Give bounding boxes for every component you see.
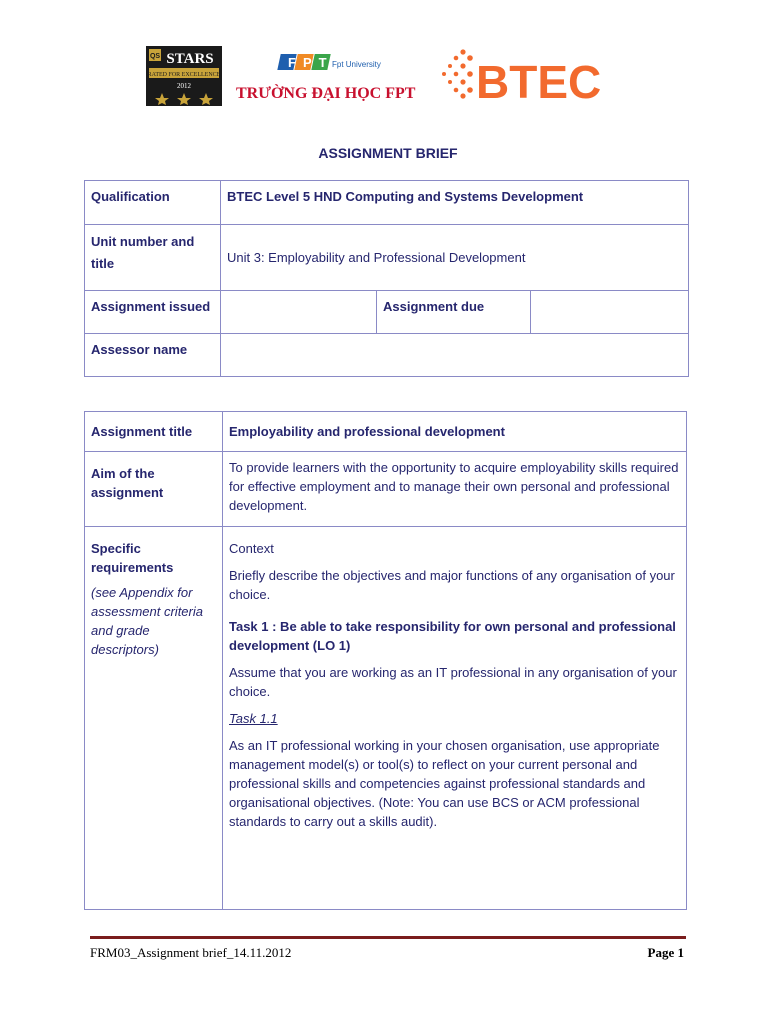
task1-heading: Task 1 : Be able to take responsibility for own personal and professional development (LO 1) bbox=[229, 619, 676, 653]
assignment-title-label: Assignment title bbox=[85, 412, 223, 452]
assessor-label: Assessor name bbox=[85, 334, 221, 377]
due-value[interactable] bbox=[531, 291, 689, 334]
issued-label: Assignment issued bbox=[85, 291, 221, 334]
aim-label: Aim of the assignment bbox=[85, 452, 223, 527]
btec-brand-text: BTEC bbox=[476, 56, 602, 108]
task11-text: As an IT professional working in your chosen organisation, use appropriate management model(s) or tool(s) to reflect on your current personal and professional skills and competencies against professional standards and organisational objectives. (Note: You can use BCS or ACM professional standards to carry out a skills audit). bbox=[229, 738, 660, 829]
footer-page-number: Page 1 bbox=[647, 945, 684, 960]
task11-label: Task 1.1 bbox=[229, 711, 278, 726]
btec-logo bbox=[438, 44, 638, 114]
context-heading: Context bbox=[229, 541, 274, 556]
table-row bbox=[85, 412, 687, 452]
table-row bbox=[85, 452, 687, 527]
unit-value: Unit 3: Employability and Professional Development bbox=[221, 225, 689, 291]
requirements-content bbox=[223, 527, 687, 910]
footer-divider bbox=[90, 936, 686, 939]
assignment-table bbox=[84, 411, 687, 910]
header-logos bbox=[0, 40, 768, 120]
task1-intro: Assume that you are working as an IT professional in any organisation of your choice. bbox=[229, 665, 677, 699]
table-row bbox=[85, 181, 689, 225]
requirements-label: Specific requirements bbox=[91, 541, 174, 575]
qualification-value: BTEC Level 5 HND Computing and Systems Development bbox=[221, 181, 689, 225]
document-title: ASSIGNMENT BRIEF bbox=[318, 145, 458, 161]
assignment-title-value: Employability and professional development bbox=[223, 412, 687, 452]
stars-caption-text: RATED FOR EXCELLENCE bbox=[147, 72, 221, 78]
table-row bbox=[85, 225, 689, 291]
table-row bbox=[85, 334, 689, 377]
qualification-table bbox=[84, 180, 689, 377]
qs-stars-logo bbox=[146, 46, 222, 106]
fpt-brand-text: FPT bbox=[288, 55, 334, 70]
unit-label: Unit number and title bbox=[85, 225, 221, 291]
btec-dots-icon bbox=[442, 49, 473, 98]
issued-value[interactable] bbox=[221, 291, 377, 334]
stars-brand-text: STARS bbox=[166, 51, 214, 67]
due-label: Assignment due bbox=[377, 291, 531, 334]
table-row bbox=[85, 527, 687, 910]
table-row bbox=[85, 291, 689, 334]
fpt-university-logo bbox=[232, 48, 432, 108]
footer-document-code: FRM03_Assignment brief_14.11.2012 bbox=[90, 945, 292, 960]
aim-value: To provide learners with the opportunity to acquire employability skills required for effective employment and to manage their own personal and professional development. bbox=[223, 452, 687, 527]
stars-year-text: 2012 bbox=[177, 82, 191, 90]
assessor-value[interactable] bbox=[221, 334, 689, 377]
fpt-name-text: TRƯỜNG ĐẠI HỌC FPT bbox=[236, 85, 416, 102]
requirements-note: (see Appendix for assessment criteria and grade descriptors) bbox=[91, 585, 203, 657]
qualification-label: Qualification bbox=[85, 181, 221, 225]
requirements-cell bbox=[85, 527, 223, 910]
stars-badge-text: QS bbox=[149, 53, 161, 60]
fpt-subtitle-text: Fpt University bbox=[332, 60, 381, 69]
context-text: Briefly describe the objectives and major functions of any organisation of your choice. bbox=[229, 568, 675, 602]
